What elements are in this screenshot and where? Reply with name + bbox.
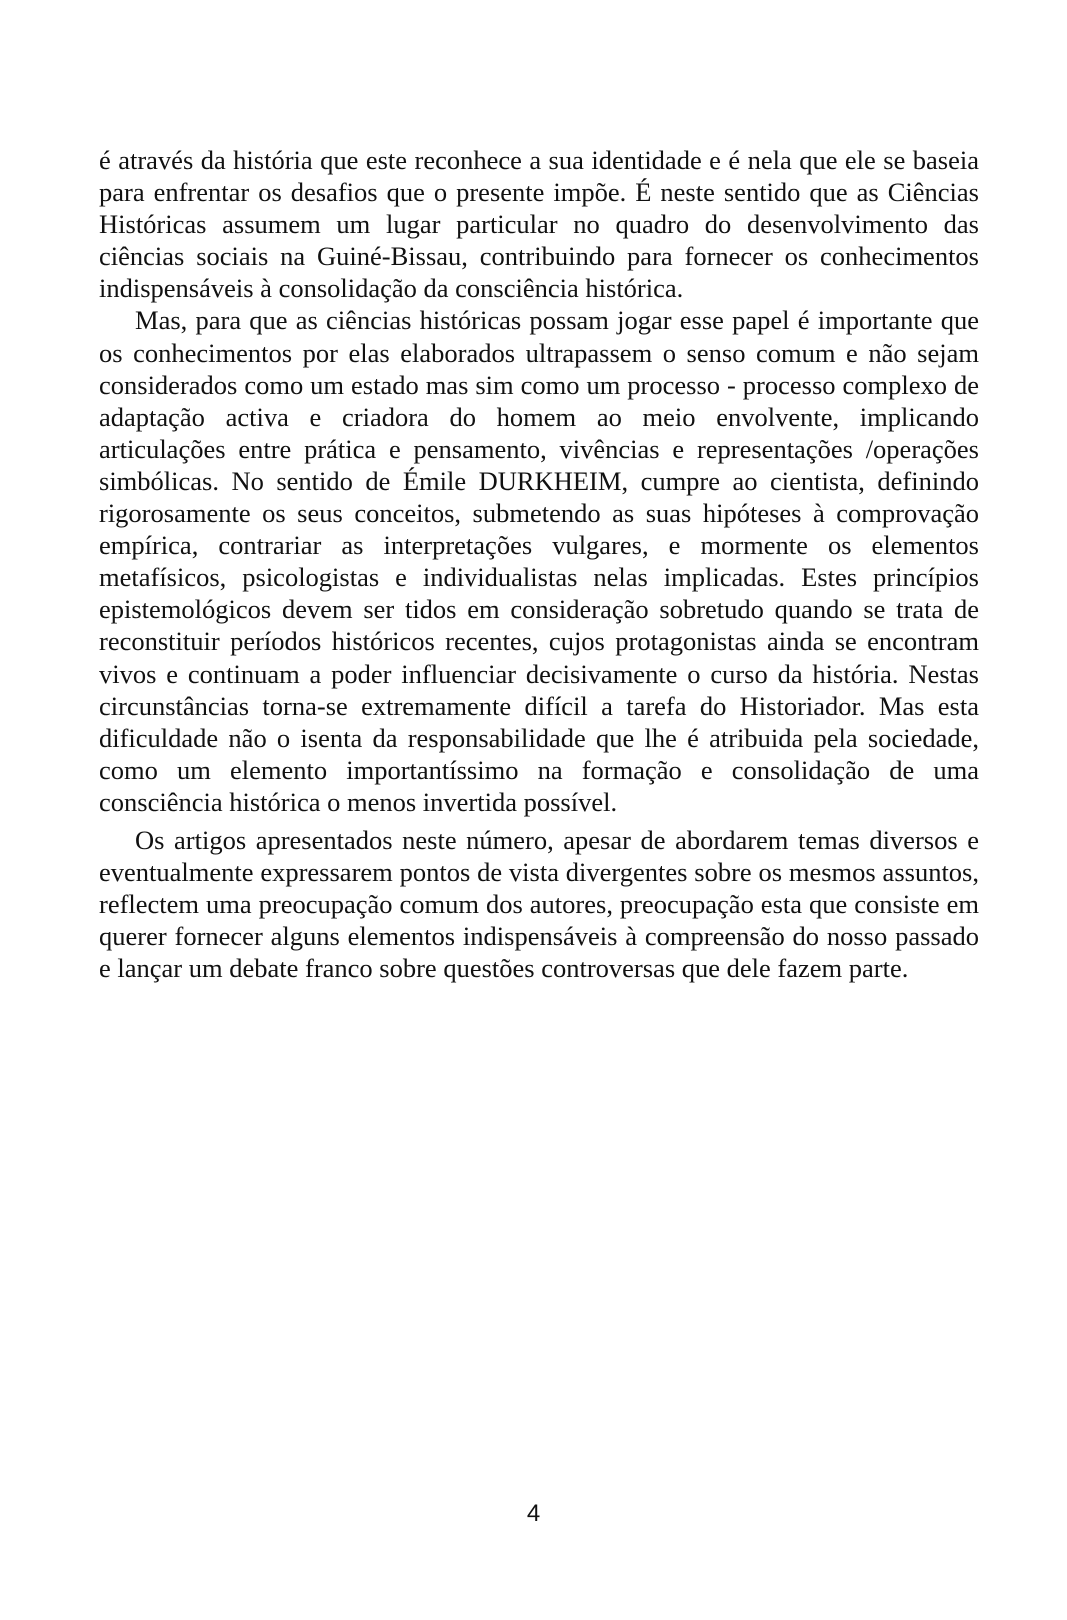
paragraph-3: Os artigos apresentados neste número, apesar de abordarem temas diversos e eventualmente expressarem pontos de vista divergentes sobre os mesmos assuntos, reflectem uma preocupação comum dos autores, preocupação esta que consiste em querer fornecer alguns elementos indispensáveis à compreensão do nosso passado e lançar um debate franco sobre questões controversas que dele fazem parte.: [99, 824, 979, 984]
body-text: [99, 144, 979, 984]
paragraph-1: é através da história que este reconhece a sua identidade e é nela que ele se baseia para enfrentar os desafios que o presente impõe. É neste sentido que as Ciências Históricas assumem um lugar particular no quadro do desenvolvimento das ciências sociais na Guiné-Bissau, contribuindo para fornecer os conhecimentos indispensáveis à consolidação da consciência histórica.: [99, 145, 979, 304]
paragraph-2: Mas, para que as ciências históricas possam jogar esse papel é importante que os conhecimentos por elas elaborados ultrapassem o senso comum e não sejam considerados como um estado mas sim como um processo - processo complexo de adaptação activa e criadora do homem ao meio envolvente, implicando articulações entre prática e pensamento, vivências e representações /operações simbólicas. No sentido de Émile DURKHEIM, cumpre ao cientista, definindo rigorosamente os seus conceitos, submetendo as suas hipóteses à comprovação empírica, contrariar as interpretações vulgares, e mormente os elementos metafísicos, psicologistas e individualistas nelas implicadas. Estes princípios epistemológicos devem ser tidos em consideração sobretudo quando se trata de reconstituir períodos históricos recentes, cujos protagonistas ainda se encontram vivos e continuam a poder influenciar decisivamente o curso da história. Nestas circunstâncias torna-se extremamente difícil a tarefa do Historiador. Mas esta dificuldade não o isenta da responsabilidade que lhe é atribuida pela sociedade, como um elemento importantíssimo na formação e consolidação de uma consciência histórica o menos invertida possível.: [99, 305, 979, 817]
page-number: 4: [526, 1500, 541, 1527]
